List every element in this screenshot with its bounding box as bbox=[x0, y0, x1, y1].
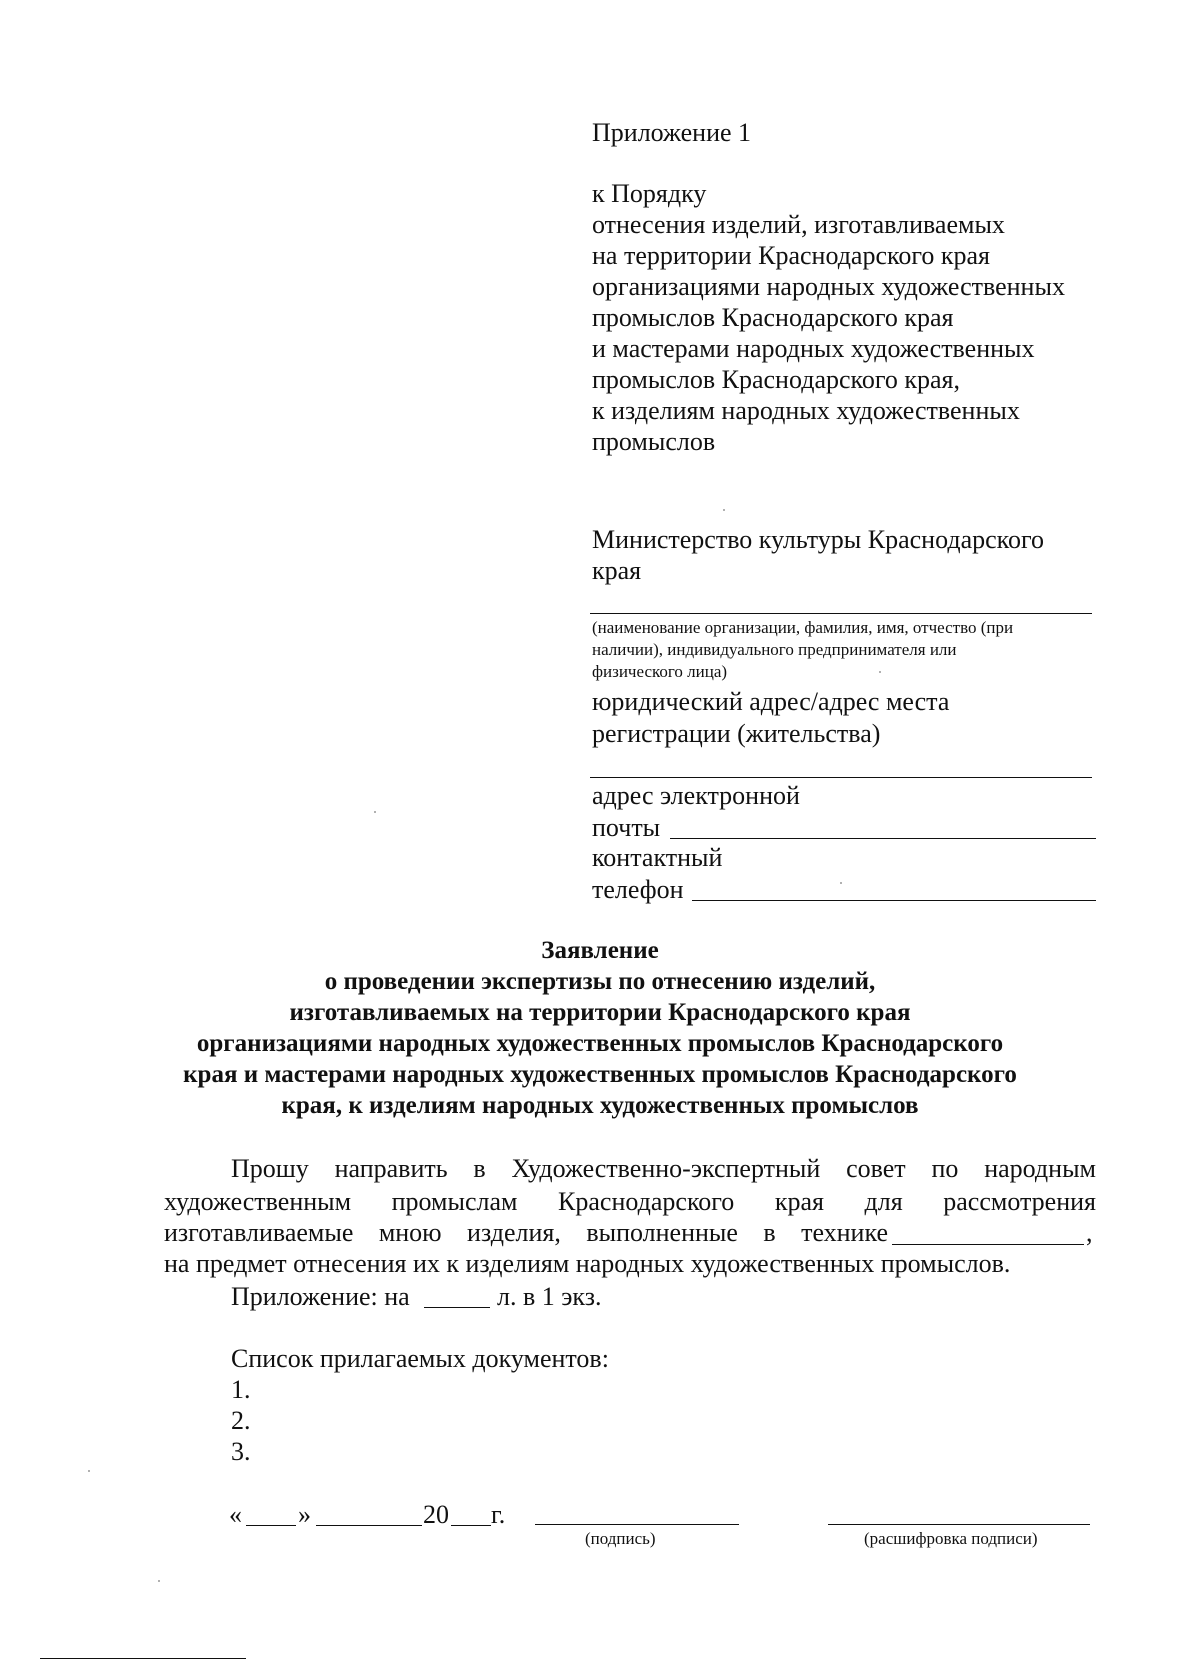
address-field[interactable] bbox=[590, 777, 1092, 778]
date-open-quote: « bbox=[229, 1500, 242, 1529]
recipient-name-cont: края bbox=[592, 556, 642, 585]
attachment-suffix: л. в 1 экз. bbox=[497, 1282, 602, 1311]
appendix-line: организациями народных художественных bbox=[592, 272, 1065, 301]
scan-speck bbox=[723, 509, 725, 511]
statement-subtitle: края и мастерами народных художественных промыслов Краснодарского bbox=[183, 1061, 1017, 1088]
applicant-hint: наличии), индивидуального предпринимателя или bbox=[592, 640, 957, 659]
phone-label: контактный bbox=[592, 843, 723, 872]
statement-subtitle: организациями народных художественных промыслов Краснодарского bbox=[196, 1030, 1004, 1057]
applicant-name-field[interactable] bbox=[590, 613, 1092, 614]
date-day-field[interactable] bbox=[246, 1525, 296, 1526]
address-label: юридический адрес/адрес места bbox=[592, 687, 950, 716]
attachment-label: Приложение: на bbox=[231, 1282, 410, 1311]
body-paragraph: на предмет отнесения их к изделиям народных художественных промыслов. bbox=[164, 1249, 1011, 1278]
statement-subtitle: о проведении экспертизы по отнесению изделий, bbox=[324, 968, 876, 995]
email-label: адрес электронной bbox=[592, 781, 800, 810]
body-comma: , bbox=[1086, 1218, 1093, 1247]
statement-title: Заявление bbox=[541, 937, 659, 964]
documents-heading: Список прилагаемых документов: bbox=[231, 1344, 609, 1373]
document-item: 3. bbox=[231, 1437, 251, 1466]
applicant-hint: физического лица) bbox=[592, 662, 728, 681]
appendix-line: промыслов Краснодарского края bbox=[592, 303, 954, 332]
statement-subtitle: изготавливаемых на территории Краснодарского края bbox=[289, 999, 911, 1026]
document-item: 2. bbox=[231, 1406, 251, 1435]
body-paragraph: Прошу направить в Художественно-экспертный совет по народным bbox=[231, 1154, 1096, 1183]
scan-speck bbox=[158, 1580, 160, 1582]
date-year-field[interactable] bbox=[451, 1525, 491, 1526]
appendix-line: к изделиям народных художественных bbox=[592, 396, 1020, 425]
date-year-suffix: г. bbox=[491, 1500, 506, 1529]
scan-speck bbox=[879, 671, 881, 673]
appendix-line: промыслов Краснодарского края, bbox=[592, 365, 960, 394]
technique-field[interactable] bbox=[892, 1244, 1084, 1245]
footnote-separator bbox=[40, 1658, 246, 1659]
date-close-quote: » bbox=[298, 1500, 311, 1529]
phone-field[interactable] bbox=[692, 900, 1096, 901]
date-month-field[interactable] bbox=[316, 1525, 422, 1526]
signature-caption: (подпись) bbox=[585, 1529, 656, 1548]
appendix-line: на территории Краснодарского края bbox=[592, 241, 990, 270]
recipient-name: Министерство культуры Краснодарского bbox=[592, 525, 1044, 554]
appendix-line: к Порядку bbox=[592, 179, 707, 208]
email-label-cont: почты bbox=[592, 813, 661, 842]
document-item: 1. bbox=[231, 1375, 251, 1404]
body-paragraph: художественным промыслам Краснодарского края для рассмотрения bbox=[164, 1187, 1096, 1216]
attachment-sheets-field[interactable] bbox=[424, 1307, 490, 1308]
appendix-line: и мастерами народных художественных bbox=[592, 334, 1035, 363]
appendix-line: отнесения изделий, изготавливаемых bbox=[592, 210, 1005, 239]
appendix-title: Приложение 1 bbox=[592, 118, 752, 147]
signature-field[interactable] bbox=[535, 1524, 739, 1525]
signature-decoding-caption: (расшифровка подписи) bbox=[864, 1529, 1038, 1548]
phone-label-cont: телефон bbox=[592, 875, 684, 904]
statement-subtitle: края, к изделиям народных художественных промыслов bbox=[281, 1092, 919, 1119]
email-field[interactable] bbox=[670, 838, 1096, 839]
applicant-hint: (наименование организации, фамилия, имя, отчество (при bbox=[592, 618, 1014, 637]
scan-speck bbox=[374, 811, 376, 813]
body-paragraph: изготавливаемые мною изделия, выполненные в технике bbox=[164, 1218, 888, 1247]
scan-speck bbox=[88, 1470, 90, 1472]
signature-decoding-field[interactable] bbox=[828, 1524, 1090, 1525]
appendix-line: промыслов bbox=[592, 427, 716, 456]
date-year-prefix: 20 bbox=[423, 1500, 449, 1529]
scan-speck bbox=[840, 882, 842, 884]
address-label-cont: регистрации (жительства) bbox=[592, 719, 881, 748]
